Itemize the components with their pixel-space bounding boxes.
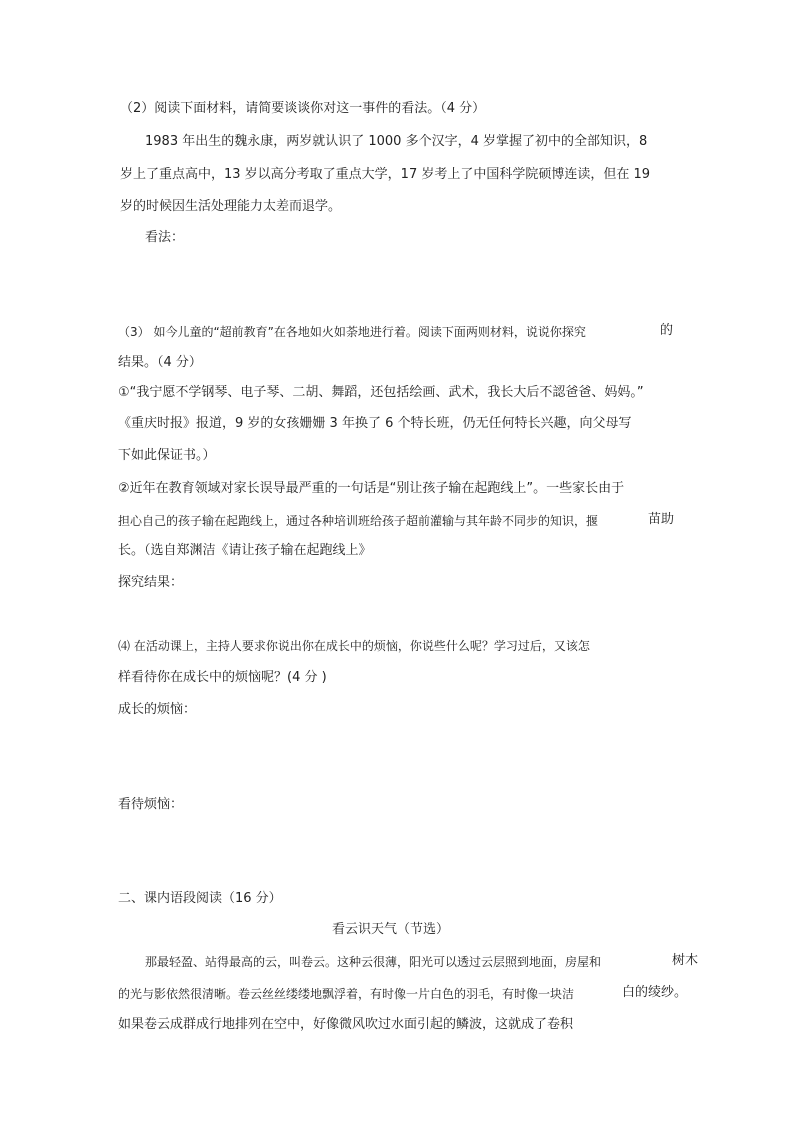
passage-line-1: 那最轻盈、站得最高的云，叫卷云。这种云很薄，阳光可以透过云层照到地面，房屋和 <box>145 955 602 969</box>
q2-line-1: 1983 年出生的魏永康，两岁就认识了 1000 多个汉字，4 岁掌握了初中的全部知识，8 <box>145 134 648 149</box>
q3-material-2-line-2-tail: 苗助 <box>648 512 675 527</box>
q3-material-1-line-3: 下如此保证书。） <box>118 448 216 463</box>
q2-line-2: 岁上了重点高中，13 岁以高分考取了重点大学，17 岁考上了中国科学院硕博连读，但在 19 <box>120 167 651 182</box>
q3-material-1-line-1: ①“我宁愿不学钢琴、电子琴、二胡、舞蹈，还包括绘画、武术，我长大后不認爸爸、妈妈。” <box>118 385 644 400</box>
passage-line-3: 如果卷云成群成行地排列在空中，好像微风吹过水面引起的鳞波，这就成了卷积 <box>118 1017 574 1032</box>
q4-label-troubles: 成长的烦恼： <box>118 702 197 717</box>
q4-line-1: ⑷ 在活动课上，主持人要求你说出你在成长中的烦恼，你说些什么呢？学习过后，又该怎 <box>118 639 590 653</box>
q3-material-2-line-3: 长。（选自郑渊洁《请让孩子输在起跑线上》 <box>118 543 372 558</box>
section-2-heading: 二、课内语段阅读（16 分） <box>118 891 282 906</box>
q3-material-2-line-2: 担心自己的孩子输在起跑线上，通过各种培训班给孩子超前灌输与其年龄不同步的知识，揠 <box>118 514 599 528</box>
q3-heading-line-1: （3） 如今儿童的“超前教育”在各地如火如荼地进行着。阅读下面两则材料，说说你探究 <box>118 325 586 339</box>
q3-material-2-line-1: ②近年在教育领域对家长误导最严重的一句话是“别让孩子输在起跑线上”。一些家长由于 <box>118 481 625 496</box>
q3-heading-tail: 的 <box>660 323 674 338</box>
q4-label-view: 看待烦恼： <box>118 797 184 812</box>
q3-material-1-line-2: 《重庆时报》报道，9 岁的女孩姗姗 3 年换了 6 个特长班，仍无任何特长兴趣，向父母写 <box>118 416 632 431</box>
passage-line-2-tail: 白的绫纱。 <box>622 985 688 1000</box>
passage-line-2: 的光与影依然很清晰。卷云丝丝缕缕地飘浮着，有时像一片白色的羽毛，有时像一块洁 <box>118 987 575 1001</box>
passage-line-1-tail: 树木 <box>672 953 699 968</box>
q3-answer-label: 探究结果： <box>118 575 184 590</box>
q4-line-2: 样看待你在成长中的烦恼呢？(4 分 ) <box>118 670 327 685</box>
q2-heading: （2）阅读下面材料，请简要谈谈你对这一事件的看法。（4 分） <box>120 101 486 116</box>
q3-heading-line-2: 结果。（4 分） <box>118 355 202 370</box>
q2-line-3: 岁的时候因生活处理能力太差而退学。 <box>120 199 342 214</box>
q2-answer-label: 看法： <box>145 230 185 245</box>
section-2-title: 看云识天气（节选） <box>332 922 450 937</box>
